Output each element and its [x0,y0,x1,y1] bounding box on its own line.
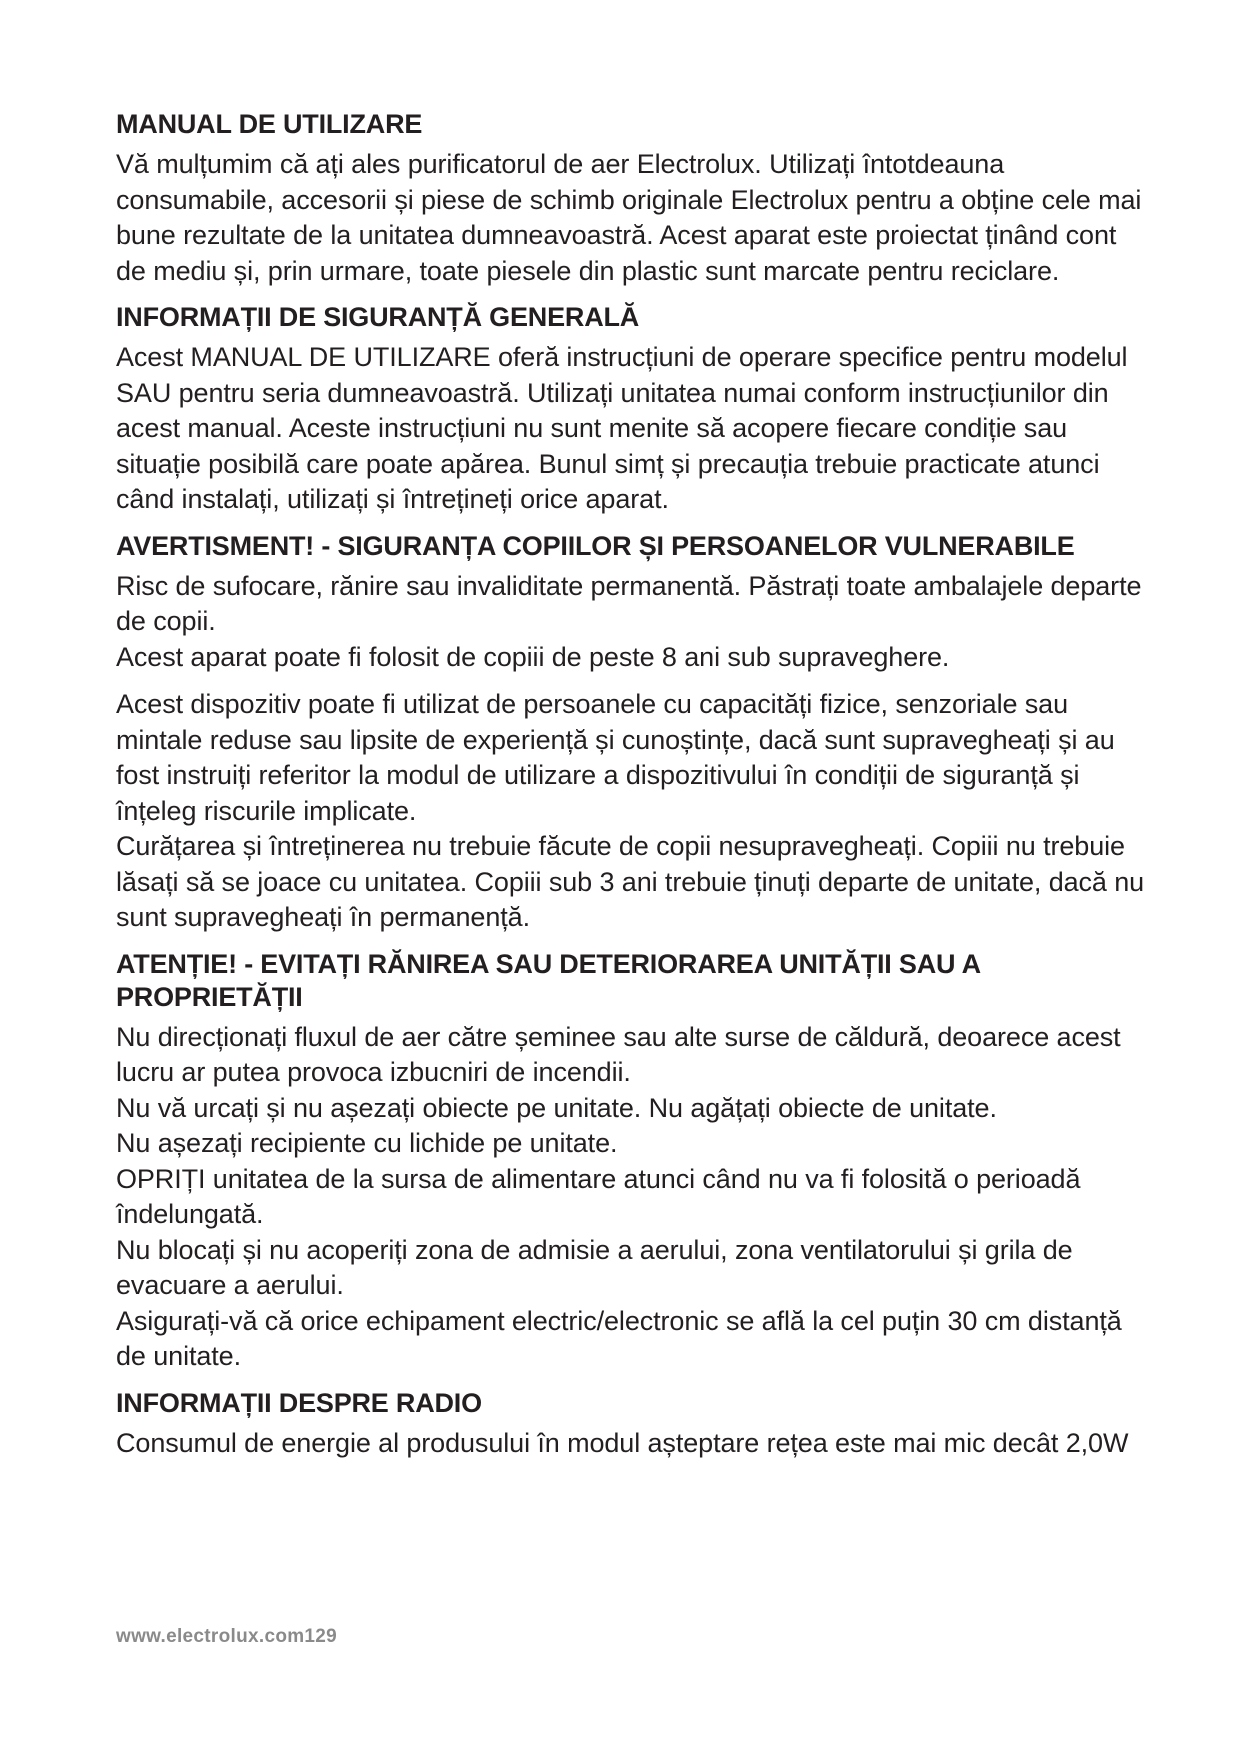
section-radio [116,1387,1146,1462]
section-manual [116,108,1146,289]
paragraph-warning-2: Acest aparat poate fi folosit de copiii de peste 8 ani sub supraveghere. [116,641,950,672]
paragraph-manual: Vă mulțumim că ați ales purificatorul de aer Electrolux. Utilizați întotdeauna consumabile, accesorii și piese de schimb originale Electrolux pentru a obține cele mai bune rezultate de la unitatea dumneavoastră. Acest aparat este proiectat ținând cont de mediu și, prin urmare, toate piesele din plastic sunt marcate pentru reciclare. [116,149,1142,286]
paragraph-warning-1: Risc de sufocare, rănire sau invaliditate permanentă. Păstrați toate ambalajele departe de copii. [116,570,1142,636]
section-heading-caution: ATENȚIE! - EVITAȚI RĂNIREA SAU DETERIORAREA UNITĂȚII SAU A PROPRIETĂȚII [116,948,980,1012]
page-footer: www.electrolux.com129 [116,1626,338,1647]
section-heading-manual: MANUAL DE UTILIZARE [116,109,423,139]
section-heading-warning: AVERTISMENT! - SIGURANȚA COPIILOR ȘI PERSOANELOR VULNERABILE [116,530,1075,561]
section-warning [116,530,1146,936]
paragraph-safety: Acest MANUAL DE UTILIZARE oferă instrucțiuni de operare specifice pentru modelul SAU pentru seria dumneavoastră. Utilizați unitatea numai conform instrucțiunilor din acest manual. Aceste instrucțiuni nu sunt menite să acopere fiecare condiție sau situație posibilă care poate apărea. Bunul simț și precauția trebuie practicate atunci când instalați, utilizați și întrețineți orice aparat. [116,342,1128,514]
paragraph-caution-1: Nu direcționați fluxul de aer către șeminee sau alte surse de căldură, deoarece acest lucru ar putea provoca izbucniri de incendii. [116,1021,1121,1087]
paragraph-caution-3: Nu așezați recipiente cu lichide pe unitate. [116,1128,618,1158]
paragraph-caution-4: OPRIȚI unitatea de la sursa de alimentare atunci când nu va fi folosită o perioadă îndelungată. [116,1163,1081,1229]
paragraph-warning-3: Acest dispozitiv poate fi utilizat de persoanele cu capacități fizice, senzoriale sau mintale reduse sau lipsite de experiență și cunoștințe, dacă sunt supravegheați și au fost instruiți referitor la modul de utilizare a dispozitivului în condiții de siguranță și înțeleg riscurile implicate. [116,689,1115,826]
paragraph-caution-2: Nu vă urcați și nu așezați obiecte pe unitate. Nu agățați obiecte de unitate. [116,1092,997,1123]
section-heading-safety: INFORMAȚII DE SIGURANȚĂ GENERALĂ [116,302,640,332]
section-caution [116,948,1146,1375]
paragraph-radio: Consumul de energie al produsului în modul așteptare rețea este mai mic decât 2,0W [116,1427,1129,1458]
paragraph-caution-6: Asigurați-vă că orice echipament electric/electronic se află la cel puțin 30 cm distanță de unitate. [116,1305,1122,1371]
section-heading-radio: INFORMAȚII DESPRE RADIO [116,1387,482,1418]
document-page [116,108,1146,1461]
paragraph-warning-4: Curățarea și întreținerea nu trebuie făcute de copii nesupravegheați. Copiii nu trebuie lăsați să se joace cu unitatea. Copiii sub 3 ani trebuie ținuți departe de unitate, dacă nu sunt supravegheați în permanență. [116,831,1145,932]
section-safety [116,301,1146,518]
paragraph-caution-5: Nu blocați și nu acoperiți zona de admisie a aerului, zona ventilatorului și grila de evacuare a aerului. [116,1234,1073,1300]
